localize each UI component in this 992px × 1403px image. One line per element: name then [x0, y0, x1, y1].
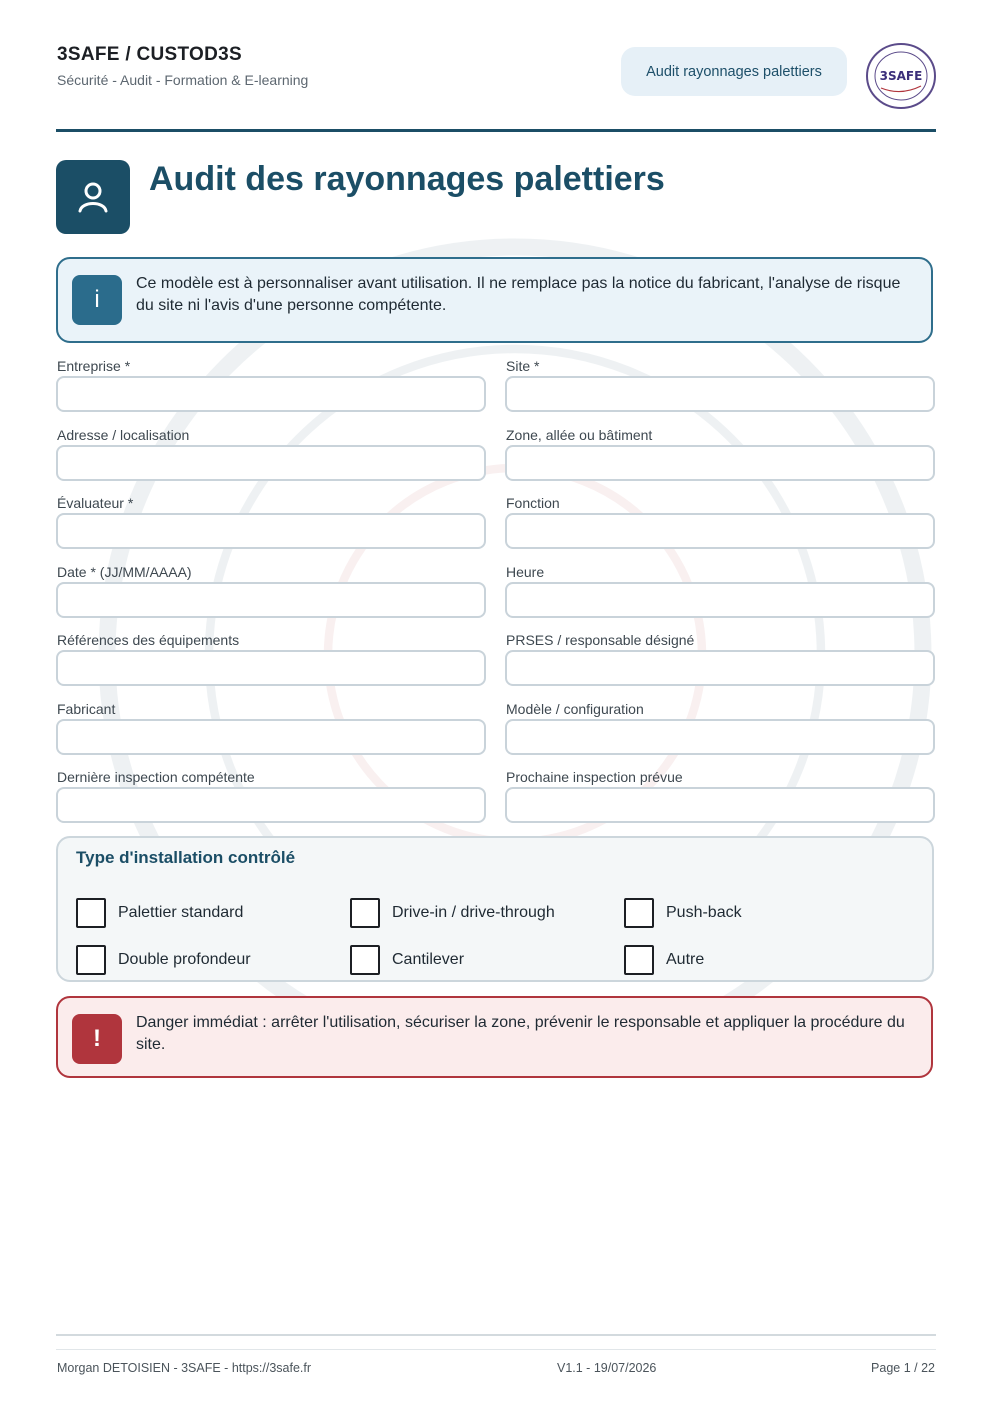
- text-input-field[interactable]: [505, 376, 935, 412]
- text-input-field[interactable]: [505, 445, 935, 481]
- page-title: Audit des rayonnages palettiers: [149, 160, 665, 198]
- checkbox-label: Palettier standard: [118, 904, 244, 921]
- field-label: Entreprise *: [57, 358, 131, 374]
- field-label: Zone, allée ou bâtiment: [506, 426, 653, 443]
- text-input-field[interactable]: [505, 719, 935, 755]
- text-input-field[interactable]: [56, 445, 486, 481]
- checkbox[interactable]: [350, 945, 380, 975]
- user-icon: [56, 160, 130, 234]
- text-input-field[interactable]: [56, 376, 486, 412]
- danger-message: Danger immédiat : arrêter l'utilisation, sécuriser la zone, prévenir le responsable et appliquer la procédure du site.: [136, 1014, 905, 1053]
- checkbox[interactable]: [624, 945, 654, 975]
- text-input-field[interactable]: [505, 787, 935, 823]
- company-seal-logo: [865, 42, 937, 110]
- checkbox[interactable]: [350, 898, 380, 928]
- installation-option[interactable]: [76, 945, 251, 975]
- checkbox-label: Drive-in / drive-through: [392, 904, 555, 921]
- text-input-field[interactable]: [56, 787, 486, 823]
- field-label: Évaluateur *: [57, 495, 134, 511]
- text-input-field[interactable]: [56, 719, 486, 755]
- field-label: PRSES / responsable désigné: [506, 632, 695, 648]
- text-input-field[interactable]: [56, 650, 486, 686]
- installation-type-title: Type d'installation contrôlé: [76, 848, 296, 867]
- installation-option[interactable]: [350, 898, 555, 928]
- danger-callout: [56, 996, 933, 1078]
- info-callout: [56, 257, 933, 343]
- text-input-field[interactable]: [505, 513, 935, 549]
- field-label: Site *: [506, 358, 540, 374]
- installation-option[interactable]: [624, 898, 742, 928]
- info-icon: i: [72, 275, 122, 325]
- footer-divider-thin: [56, 1349, 936, 1350]
- field-label: Prochaine inspection prévue: [506, 769, 683, 785]
- footer-author: Morgan DETOISIEN - 3SAFE - https://3safe.fr: [57, 1361, 312, 1375]
- installation-option[interactable]: [624, 945, 704, 975]
- footer-divider: [56, 1334, 936, 1336]
- field-label: Références des équipements: [57, 632, 240, 648]
- field-label: Modèle / configuration: [506, 700, 644, 717]
- checkbox-label: Double profondeur: [118, 951, 251, 968]
- text-input-field[interactable]: [505, 582, 935, 618]
- info-message: Ce modèle est à personnaliser avant utilisation. Il ne remplace pas la notice du fabricant, l'analyse de risque du site ni l'avis d'une personne compétente.: [136, 275, 901, 314]
- installation-option[interactable]: [76, 898, 243, 928]
- field-label: Adresse / localisation: [57, 426, 190, 443]
- checkbox-label: Cantilever: [392, 951, 465, 968]
- brand-tagline: Sécurité - Audit - Formation & E-learning: [57, 72, 309, 88]
- field-label: Dernière inspection compétente: [57, 769, 255, 785]
- checkbox[interactable]: [76, 898, 106, 928]
- checkbox[interactable]: [76, 945, 106, 975]
- footer-version: V1.1 - 19/07/2026: [557, 1361, 657, 1375]
- warning-icon: !: [72, 1014, 122, 1064]
- checkbox-label: Push-back: [666, 904, 742, 921]
- field-label: Date * (JJ/MM/AAAA): [57, 563, 192, 580]
- header-divider: [56, 129, 936, 132]
- text-input-field[interactable]: [56, 582, 486, 618]
- installation-type-panel: [56, 836, 934, 982]
- checkbox[interactable]: [624, 898, 654, 928]
- field-label: Heure: [506, 563, 545, 580]
- checkbox-label: Autre: [666, 951, 705, 968]
- field-label: Fabricant: [57, 700, 116, 717]
- text-input-field[interactable]: [56, 513, 486, 549]
- field-label: Fonction: [506, 495, 560, 511]
- header-document-pill: Audit rayonnages palettiers: [621, 47, 847, 96]
- footer-page-number: Page 1 / 22: [871, 1361, 935, 1375]
- text-input-field[interactable]: [505, 650, 935, 686]
- svg-text:3SAFE: 3SAFE: [879, 69, 923, 83]
- installation-option[interactable]: [350, 945, 464, 975]
- brand-title: 3SAFE / CUSTOD3S: [57, 44, 242, 65]
